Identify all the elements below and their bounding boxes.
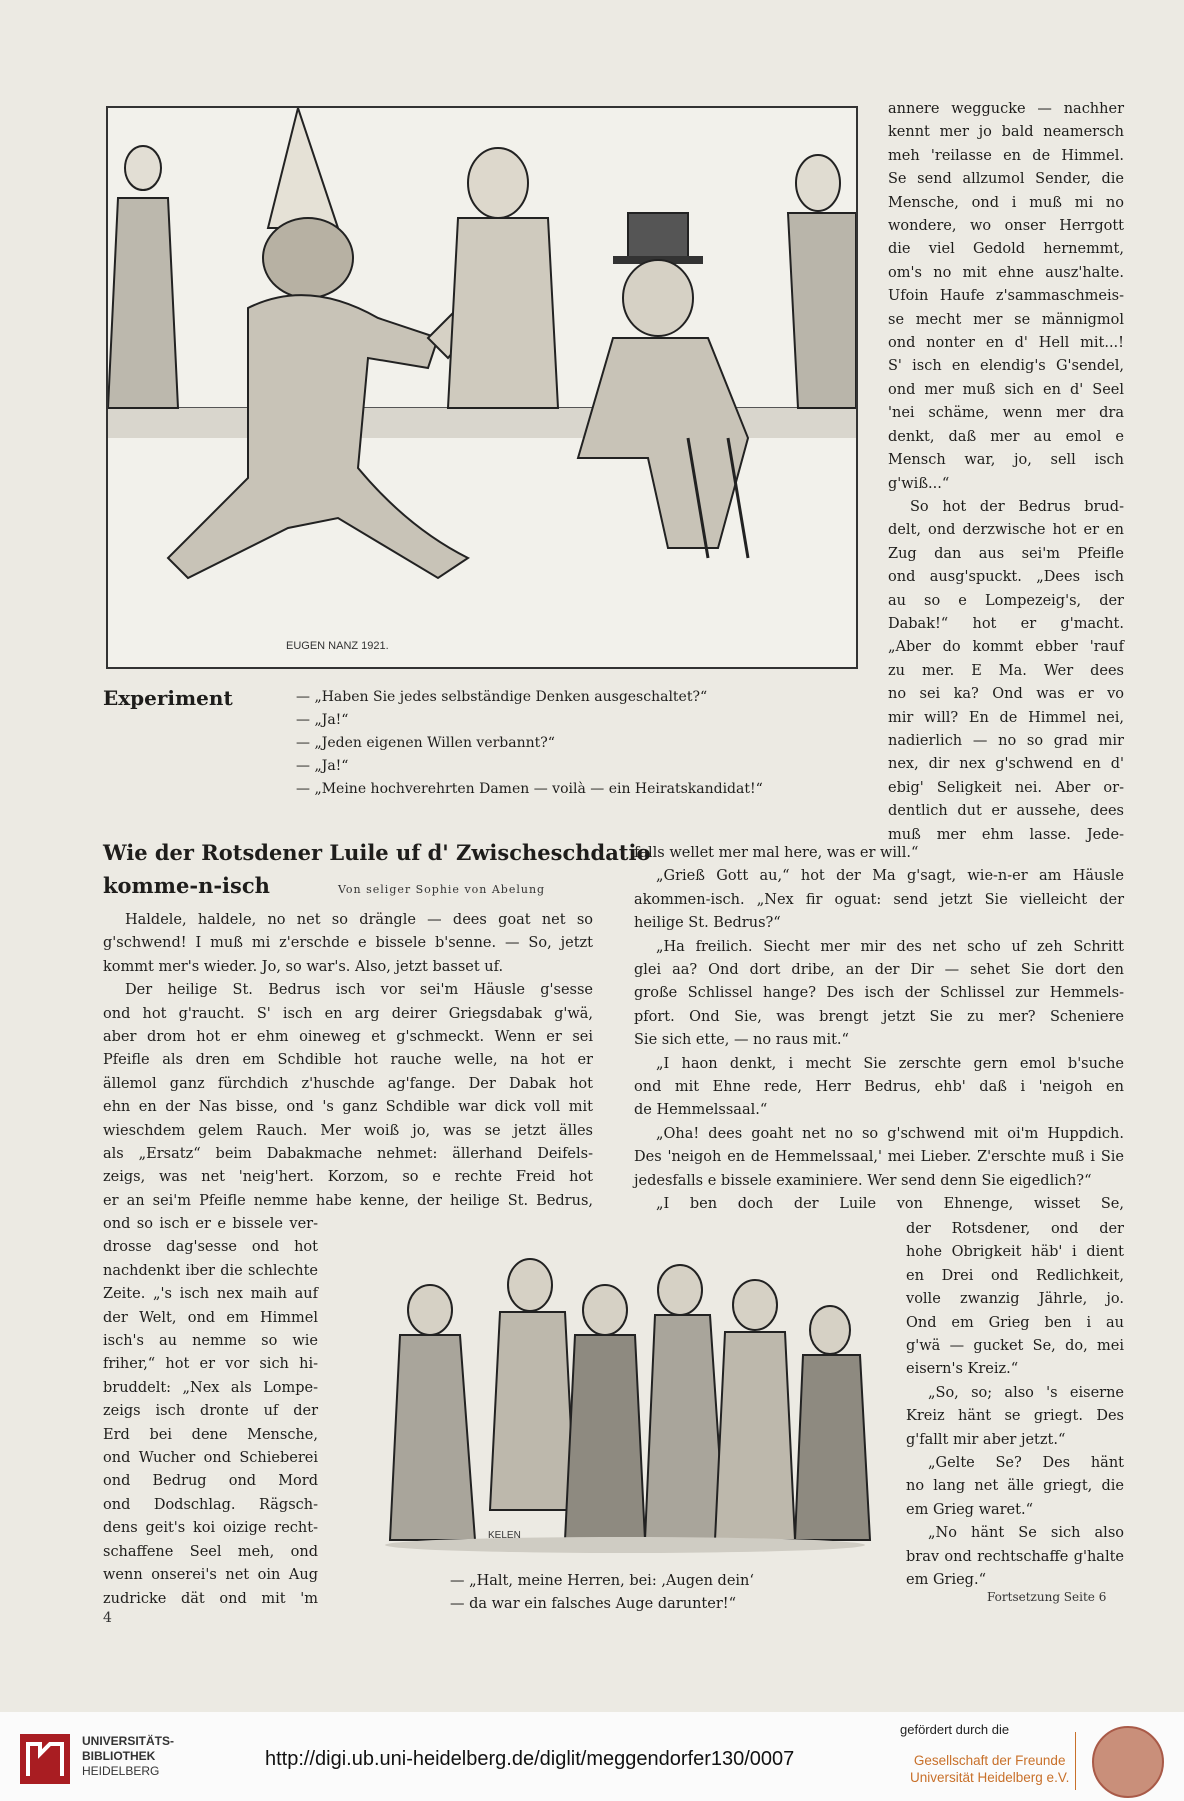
cartoon-experiment-signature: EUGEN NANZ 1921. xyxy=(286,640,389,652)
continued-note: Fortsetzung Seite 6 xyxy=(987,1590,1107,1604)
text-line: annere weggucke — nachher xyxy=(888,101,1124,117)
digitization-footer xyxy=(0,1712,1184,1801)
text-line: So hot der Bedrus brud- xyxy=(910,498,1124,515)
university-seal-icon xyxy=(1092,1726,1164,1798)
text-line: ond Wucher ond Schieberei xyxy=(103,1450,318,1467)
article-title-line1: Wie der Rotsdener Luile uf d' Zwischeschdatio xyxy=(103,840,651,865)
university-name: UNIVERSITÄTS- BIBLIOTHEK HEIDELBERG xyxy=(82,1734,175,1778)
text-line: Erd bei dene Mensche, xyxy=(103,1426,318,1443)
dialogue-line: — „Haben Sie jedes selbständige Denken ausgeschaltet?“ xyxy=(296,689,708,705)
text-line: nex, dir nex g'schwend en d' xyxy=(888,756,1124,773)
cartoon-augen-dein-drawing xyxy=(365,1240,885,1555)
experiment-dialogue xyxy=(296,686,763,801)
text-line: S' isch en elendig's G'sendel, xyxy=(888,358,1124,375)
text-line: bruddelt: „Nex als Lompe- xyxy=(103,1379,318,1396)
text-line: Haldele, haldele, no net so drängle — dees goat net so xyxy=(125,912,593,928)
sponsor-label: gefördert durch die xyxy=(900,1722,1010,1737)
text-line: jedesfalls e bissele examiniere. Wer send denn Sie eigedlich?“ xyxy=(634,1172,1092,1189)
text-line: em Grieg.“ xyxy=(906,1572,986,1589)
text-line: muß mer ehm lasse. Jede- xyxy=(888,826,1124,843)
text-line: Kreiz hänt se griegt. Des xyxy=(906,1408,1124,1425)
text-line: nachdenkt iber die schlechte xyxy=(103,1262,318,1279)
text-line: volle zwanzig Jährle, jo. xyxy=(906,1291,1124,1308)
text-line: en Drei ond Redlichkeit, xyxy=(906,1267,1124,1284)
society-name: Gesellschaft der Freunde Universität Heidelberg e.V. xyxy=(910,1753,1070,1785)
text-line: „No hänt Se sich also xyxy=(928,1525,1124,1542)
text-line: nadierlich — no so grad mir xyxy=(888,732,1124,749)
text-line: 'nei schäme, wenn mer dra xyxy=(888,405,1124,422)
text-line: schaffene Seel meh, ond xyxy=(103,1543,318,1560)
dialogue-line: — „Jeden eigenen Willen verbannt?“ xyxy=(296,735,555,751)
text-line: zudricke dät ond mit 'm xyxy=(103,1590,318,1607)
text-line: Zeite. „'s isch nex maih auf xyxy=(103,1286,318,1303)
text-line: Mensche, ond i muß mi no xyxy=(888,194,1124,211)
text-line: „So, so; also 's eiserne xyxy=(928,1384,1124,1401)
text-line: Des 'neigoh en de Hemmelssaal,' mei Lieber. Z'erschte muß i Sie xyxy=(634,1149,1124,1166)
text-line: Pfeifle als dren em Schdible hot rauche welle, na hot er xyxy=(103,1052,593,1069)
text-line: er an sei'm Pfeifle nemme habe kenne, der heilige St. Bedrus, xyxy=(103,1192,593,1209)
text-line: no sei ka? Ond was er vo xyxy=(888,686,1124,703)
text-line: zeigs, was net 'neig'hert. Korzom, so e rechte Freid hot xyxy=(103,1169,593,1186)
text-line: „Grieß Gott au,“ hot der Ma g'sagt, wie-n-er am Häusle xyxy=(656,868,1124,885)
text-line: ond Dodschlag. Rägsch- xyxy=(103,1496,318,1513)
text-line: ond mer muß sich en d' Seel xyxy=(888,381,1124,398)
text-line: Mensch war, jo, sell isch xyxy=(888,452,1124,469)
cartoon-experiment-drawing xyxy=(108,108,856,667)
text-line: ond nonter en d' Hell mit...! xyxy=(888,335,1124,352)
text-line: dens geit's koi oizige recht- xyxy=(103,1520,318,1537)
text-line: „Gelte Se? Des hänt xyxy=(928,1455,1124,1472)
text-line: Der heilige St. Bedrus isch vor sei'm Häusle g'sesse xyxy=(125,982,593,999)
text-line: „I ben doch der Luile von Ehnenge, wisset Se, xyxy=(656,1196,1124,1213)
text-line: falls wellet mer mal here, was er will.“ xyxy=(634,845,919,861)
text-line: glei aa? Ond dort dribe, an der Dir — sehet Sie dort den xyxy=(634,962,1124,979)
text-line: zeigs isch dronte uf der xyxy=(103,1403,318,1420)
text-line: se mecht mer se männigmol xyxy=(888,311,1124,328)
text-line: wondere, wo onser Herrgott xyxy=(888,218,1124,235)
text-line: hohe Obrigkeit häb' i dient xyxy=(906,1244,1124,1261)
text-line: g'wiß...“ xyxy=(888,475,950,492)
text-line: Sie sich ette, — no raus mit.“ xyxy=(634,1032,849,1049)
text-line: der Welt, ond em Himmel xyxy=(103,1309,318,1326)
text-line: g'schwend! I muß mi z'erschde e bissele b'senne. — So, jetzt xyxy=(103,935,593,952)
text-line: zu mer. E Ma. Wer dees xyxy=(888,662,1124,679)
cartoon-augen-dein xyxy=(365,1240,885,1555)
right-column-upper xyxy=(888,98,1124,847)
source-url-link[interactable]: http://digi.ub.uni-heidelberg.de/diglit/meggendorfer130/0007 xyxy=(265,1748,795,1770)
cartoon-augen-dein-caption xyxy=(450,1570,754,1616)
text-line: de Hemmelssaal.“ xyxy=(634,1102,768,1119)
text-line: brav ond rechtschaffe g'halte xyxy=(906,1548,1124,1565)
left-column-full xyxy=(103,909,593,1213)
text-line: Se send allzumol Sender, die xyxy=(888,171,1124,188)
caption-line: — da war ein falsches Auge darunter!“ xyxy=(450,1596,736,1612)
text-line: Ufoin Haufe z'sammaschmeis- xyxy=(888,288,1124,305)
text-line: „I haon denkt, i mecht Sie zerschte gern emol b'suche xyxy=(656,1055,1124,1072)
article-byline: Von seliger Sophie von Abelung xyxy=(338,883,546,896)
text-line: Ond em Grieg ben i au xyxy=(906,1314,1124,1331)
text-line: ond so isch er e bissele ver- xyxy=(103,1216,318,1232)
text-line: wenn onserei's net oin Aug xyxy=(103,1567,318,1584)
text-line: der Rotsdener, ond der xyxy=(906,1221,1124,1237)
text-line: eisern's Kreiz.“ xyxy=(906,1361,1019,1378)
text-line: die viel Gedold hernemmt, xyxy=(888,241,1124,258)
text-line: dentlich dut er aussehe, dees xyxy=(888,803,1124,820)
university-logo-icon xyxy=(20,1734,70,1784)
text-line: no lang net älle griegt, die xyxy=(906,1478,1124,1495)
footer-divider xyxy=(1075,1732,1076,1790)
text-line: Zug dan aus sei'm Pfeifle xyxy=(888,545,1124,562)
text-line: kennt mer jo bald neamersch xyxy=(888,124,1124,141)
text-line: ällemol ganz fürchdich z'huschde ag'fange. Der Dabak hot xyxy=(103,1075,593,1092)
text-line: als „Ersatz“ beim Dabakmache nehmet: ällerhand Deifels- xyxy=(103,1146,593,1163)
text-line: „Ha freilich. Siecht mer mir des net scho uf zeh Schritt xyxy=(656,938,1124,955)
text-line: drosse dag'sesse ond hot xyxy=(103,1239,318,1256)
text-line: denkt, daß mer au emol e xyxy=(888,428,1124,445)
text-line: aber drom hot er ehm oineweg et g'schmeckt. Wenn er sei xyxy=(103,1029,593,1046)
text-line: ond ausg'spuckt. „Dees isch xyxy=(888,569,1124,586)
text-line: mir will? En de Himmel nei, xyxy=(888,709,1124,726)
text-line: friher,“ hot er vor sich hi- xyxy=(103,1356,318,1373)
text-line: au so e Lompezeig's, der xyxy=(888,592,1124,609)
text-line: em Grieg waret.“ xyxy=(906,1501,1033,1518)
text-line: ehn en der Nas bisse, ond 's ganz Schdible war dick voll mit xyxy=(103,1099,593,1116)
page-number: 4 xyxy=(103,1610,112,1626)
text-line: isch's au nemme so wie xyxy=(103,1333,318,1350)
caption-title-experiment: Experiment xyxy=(103,686,233,710)
right-column-narrow xyxy=(906,1218,1124,1593)
dialogue-line: — „Ja!“ xyxy=(296,712,349,728)
right-column-full xyxy=(634,842,1124,1217)
cartoon-experiment xyxy=(106,106,858,669)
article-title-line2: komme-n-isch xyxy=(103,873,270,898)
text-line: ebig' Seligkeit nei. Aber or- xyxy=(888,779,1124,796)
text-line: g'wä — gucket Se, do, mei xyxy=(906,1338,1124,1355)
text-line: „Oha! dees goaht net no so g'schwend mit oi'm Huppdich. xyxy=(656,1125,1124,1142)
text-line: wieschdem gelem Rauch. Mer woiß jo, was se jetzt älles xyxy=(103,1122,593,1139)
text-line: delt, ond derzwische hot er en xyxy=(888,522,1124,539)
text-line: akommen-isch. „Nex fir oguat: send jetzt Sie vielleicht der xyxy=(634,891,1124,908)
text-line: ond Bedrug ond Mord xyxy=(103,1473,318,1490)
dialogue-line: — „Meine hochverehrten Damen — voilà — ein Heiratskandidat!“ xyxy=(296,781,763,797)
text-line: große Schlissel hange? Des isch der Schlissel zur Hemmels- xyxy=(634,985,1124,1002)
text-line: kommt mer's wieder. Jo, so war's. Also, jetzt basset uf. xyxy=(103,958,504,975)
text-line: ond hot g'raucht. S' isch en arg deirer Griegsdabak g'wä, xyxy=(103,1005,593,1022)
text-line: om's no mit ehne ausz'halte. xyxy=(888,264,1124,281)
dialogue-line: — „Ja!“ xyxy=(296,758,349,774)
caption-line: — „Halt, meine Herren, bei: ‚Augen dein‘ xyxy=(450,1573,754,1589)
cartoon-augen-dein-signature: KELEN xyxy=(488,1530,521,1541)
text-line: meh 'reilasse en de Himmel. xyxy=(888,147,1124,164)
text-line: g'fallt mir aber jetzt.“ xyxy=(906,1431,1066,1448)
text-line: „Aber do kommt ebber 'rauf xyxy=(888,639,1124,656)
left-column-narrow xyxy=(103,1213,318,1611)
text-line: Dabak!“ hot er g'macht. xyxy=(888,615,1124,632)
text-line: pfort. Ond Sie, was brengt jetzt Sie zu mer? Scheniere xyxy=(634,1008,1124,1025)
text-line: ond mit Ehne rede, Herr Bedrus, ehb' daß i 'neigoh en xyxy=(634,1079,1124,1096)
text-line: heilige St. Bedrus?“ xyxy=(634,915,781,932)
